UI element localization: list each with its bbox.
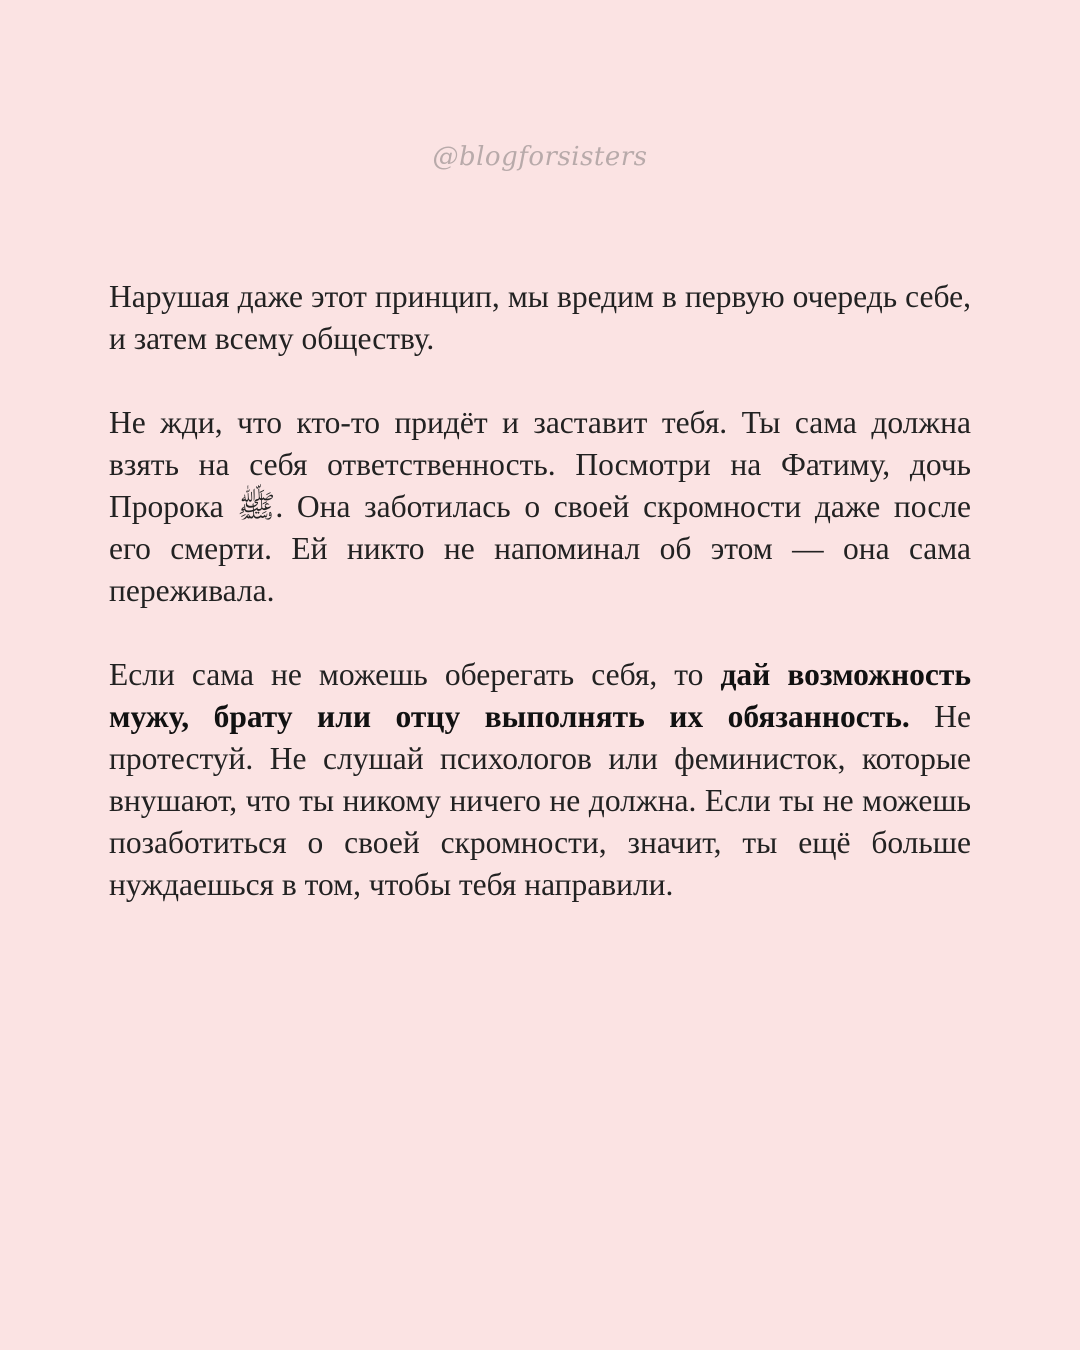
paragraph-3 xyxy=(109,654,971,906)
post-text xyxy=(109,276,971,906)
paragraph-2: Не жди, что кто-то придёт и заставит тебя. Ты сама должна взять на себя ответственность. Посмотри на Фатиму, дочь Пророка ﷺ. Она заботилась о своей скромности даже после его смерти. Ей никто не напоминал об этом — она сама переживала. xyxy=(109,405,972,608)
paragraph-1: Нарушая даже этот принцип, мы вредим в первую очередь себе, и затем всему обществу. xyxy=(109,279,971,356)
paragraph-3-intro: Если сама не можешь оберегать себя, то xyxy=(109,657,721,692)
account-handle: @blogforsisters xyxy=(432,142,648,172)
paragraph-3-emphasis: дай возможность мужу, брату или отцу выполнять их обязанность. xyxy=(109,657,972,734)
paragraph-3-rest: Не протестуй. Не слушай психологов или феминисток, которые внушают, что ты никому ничего не должна. Если ты не можешь позаботиться о своей скромности, значит, ты ещё больше нуждаешься в том, чтобы тебя направили. xyxy=(109,699,971,902)
